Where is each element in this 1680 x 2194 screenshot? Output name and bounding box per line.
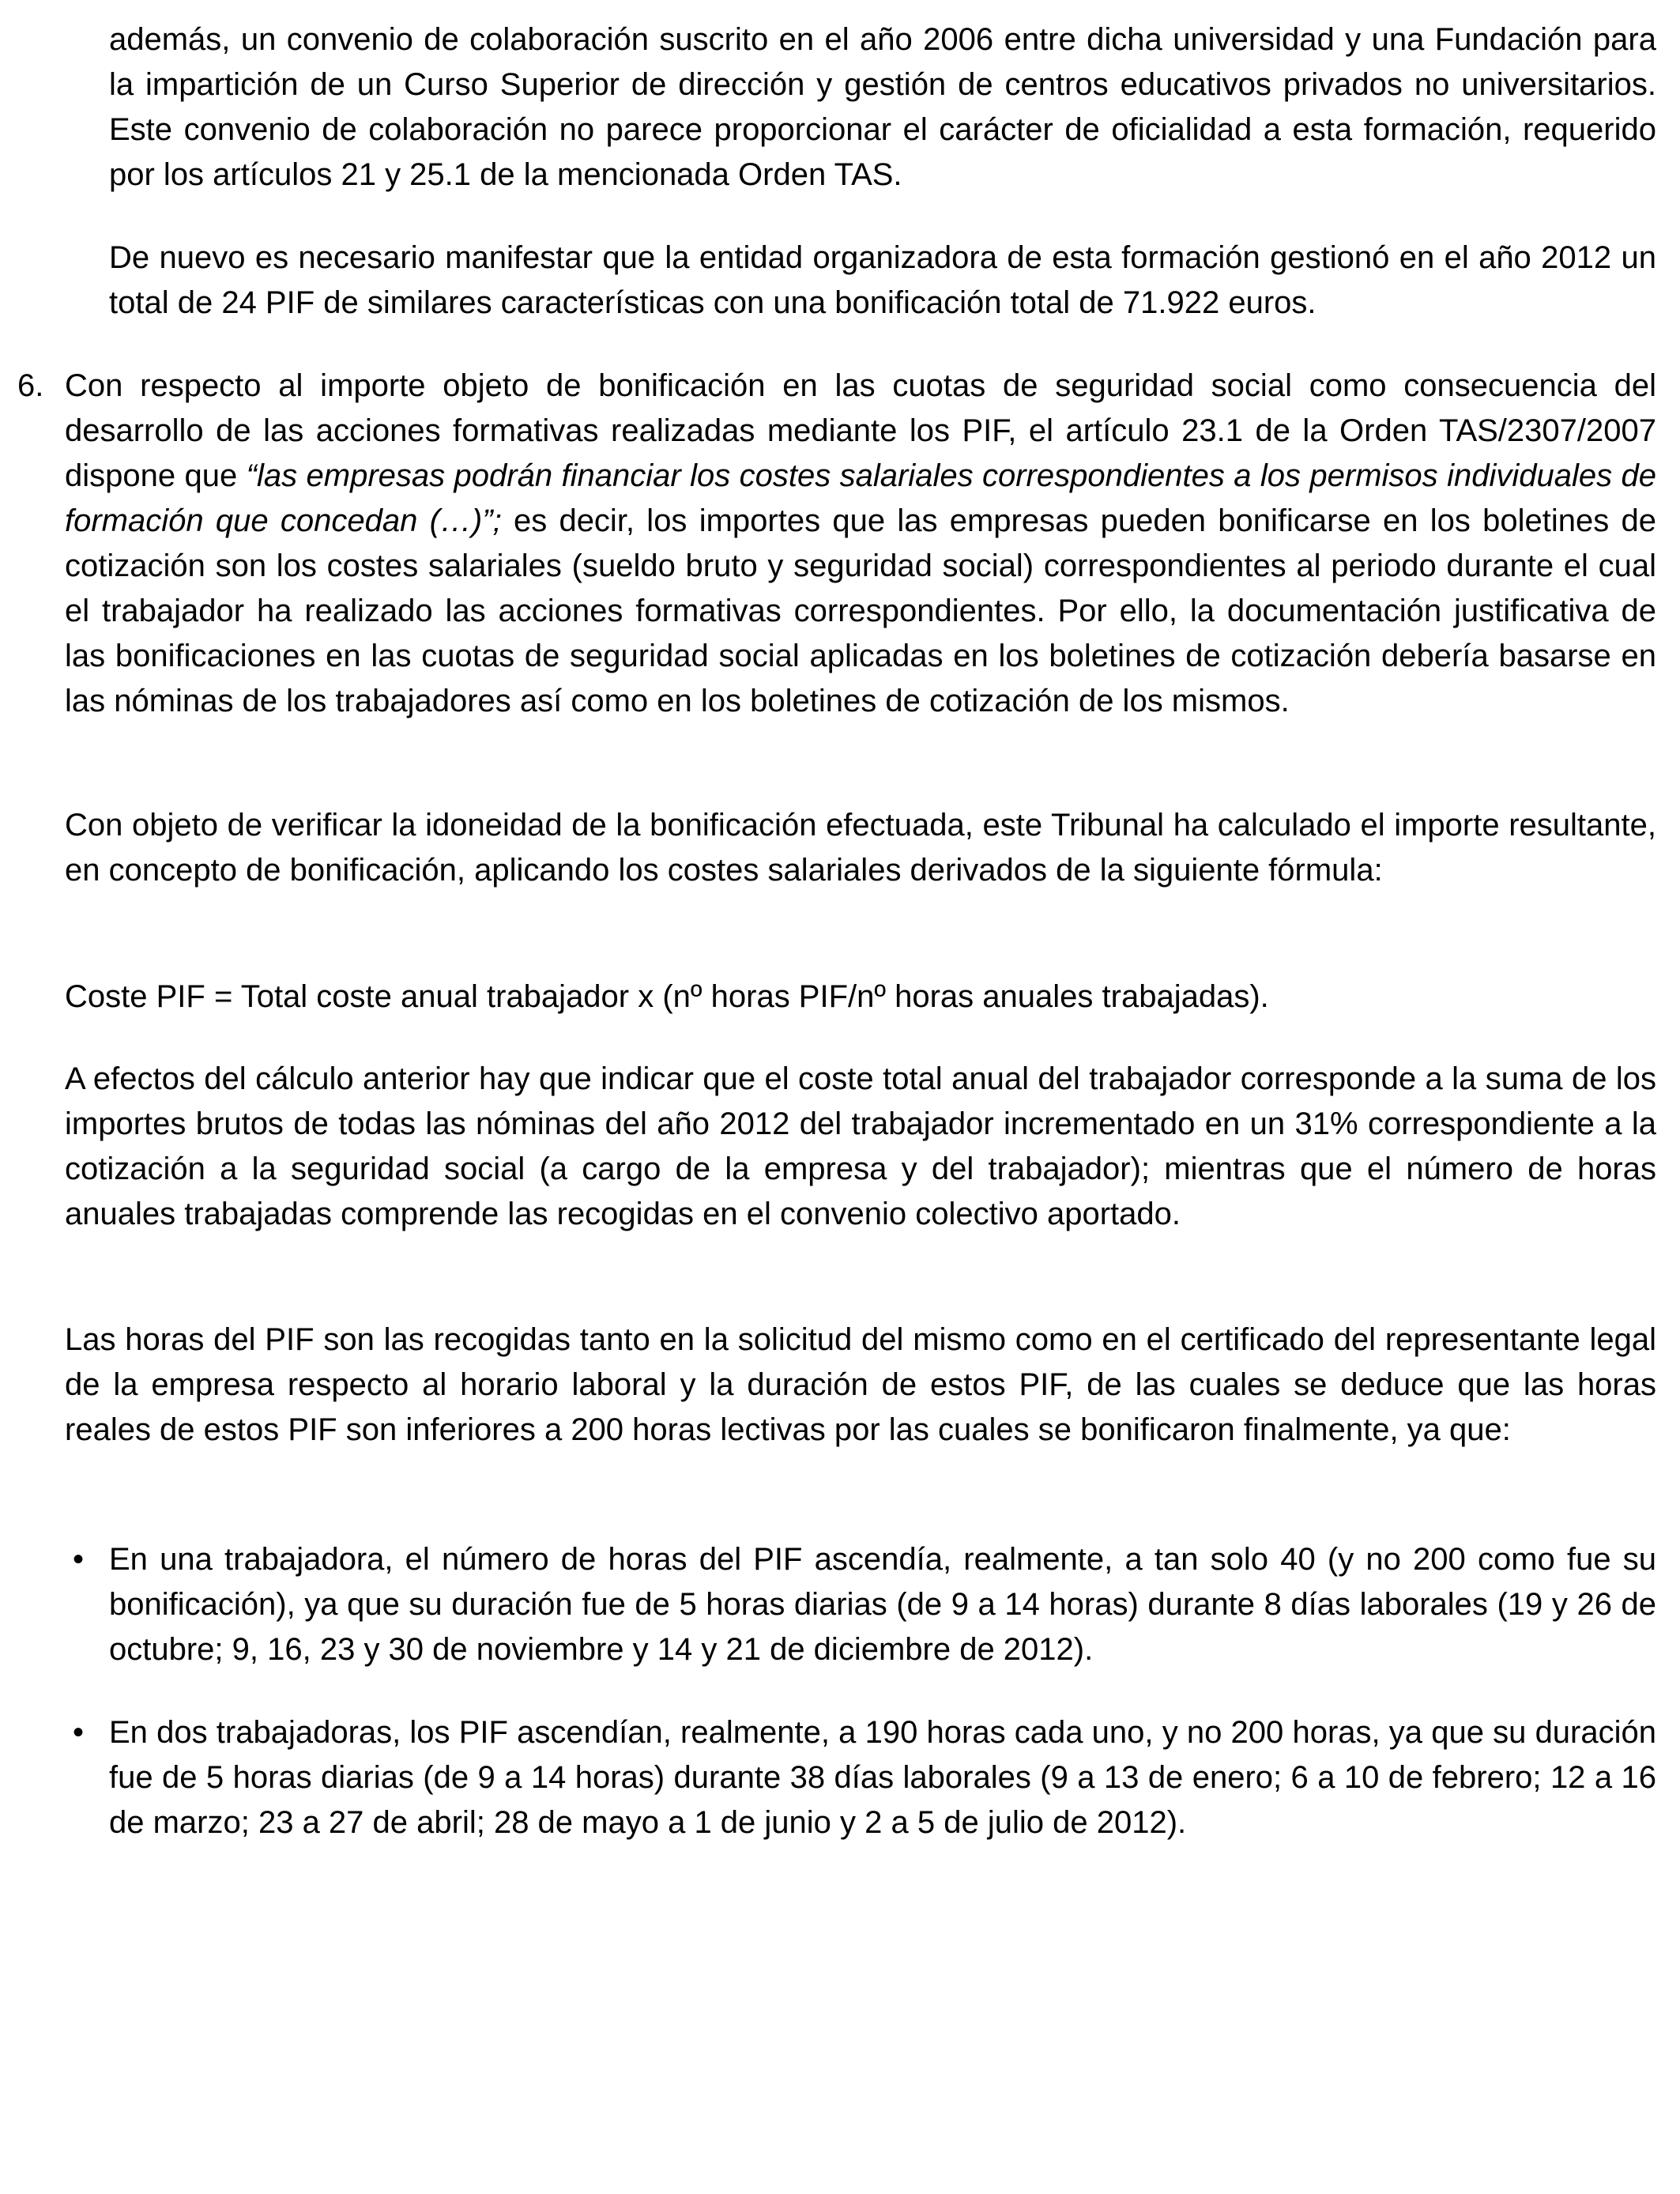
paragraph-convenio: además, un convenio de colaboración suscrito en el año 2006 entre dicha universidad y una Fundación para la impartición de un Curso Superior de dirección y gestión de centros educativos privados no universitarios. Este convenio de colaboración no parece proporcionar el carácter de oficialidad a esta formación, requerido por los artículos 21 y 25.1 de la mencionada Orden TAS.	[109, 22, 1656, 192]
bullet-marker: •	[73, 1715, 85, 1750]
item-6-text-b: es decir, los importes que las empresas pueden bonificarse en los boletines de cotización son los costes salariales (sueldo bruto y seguridad social) correspondientes al periodo durante el cual el trabajador ha realizado las acciones formativas correspondientes. Por ello, la documentación justificativa de las bonificaciones en las cuotas de seguridad social aplicadas en los boletines de cotización debería basarse en las nóminas de los trabajadores así como en los boletines de cotización de los mismos.	[65, 503, 1656, 718]
bullet-item-trabajadora: En una trabajadora, el número de horas del PIF ascendía, realmente, a tan solo 40 (y no 200 como fue su bonificación), ya que su duración fue de 5 horas diarias (de 9 a 14 horas) durante 8 días laborales (19 y 26 de octubre; 9, 16, 23 y 30 de noviembre y 14 y 21 de diciembre de 2012).	[109, 1542, 1656, 1667]
paragraph-entidad-organizadora: De nuevo es necesario manifestar que la entidad organizadora de esta formación gestionó en el año 2012 un total de 24 PIF de similares características con una bonificación total de 71.922 euros.	[109, 240, 1656, 320]
paragraph-item-6	[65, 364, 1656, 724]
formula-coste-pif: Coste PIF = Total coste anual trabajador x (nº horas PIF/nº horas anuales trabajadas).	[65, 979, 1269, 1014]
list-number-6: 6.	[17, 368, 44, 403]
paragraph-verificar: Con objeto de verificar la idoneidad de la bonificación efectuada, este Tribunal ha calculado el importe resultante, en concepto de bonificación, aplicando los costes salariales derivados de la siguiente fórmula:	[65, 808, 1656, 888]
bullet-marker: •	[73, 1542, 85, 1577]
paragraph-coste-total: A efectos del cálculo anterior hay que indicar que el coste total anual del trabajador corresponde a la suma de los importes brutos de todas las nóminas del año 2012 del trabajador incrementado en un 31% correspondiente a la cotización a la seguridad social (a cargo de la empresa y del trabajador); mientras que el número de horas anuales trabajadas comprende las recogidas en el convenio colectivo aportado.	[65, 1061, 1656, 1231]
item-6-text-a: Con respecto al importe objeto de bonificación en las cuotas de seguridad social como consecuencia del desarrollo de las acciones formativas realizadas mediante los PIF, el artículo 23.1 de la Orden TAS/2307/2007 dispone que	[65, 368, 1656, 493]
bullet-item-dos-trabajadoras: En dos trabajadoras, los PIF ascendían, realmente, a 190 horas cada uno, y no 200 horas, ya que su duración fue de 5 horas diarias (de 9 a 14 horas) durante 38 días laborales (9 a 13 de enero; 6 a 10 de febrero; 12 a 16 de marzo; 23 a 27 de abril; 28 de mayo a 1 de junio y 2 a 5 de julio de 2012).	[109, 1715, 1656, 1840]
item-6-quote: “las empresas podrán financiar los costes salariales correspondientes a los permisos individuales de formación que concedan (…)”;	[65, 458, 1656, 538]
paragraph-horas-pif: Las horas del PIF son las recogidas tanto en la solicitud del mismo como en el certificado del representante legal de la empresa respecto al horario laboral y la duración de estos PIF, de las cuales se deduce que las horas reales de estos PIF son inferiores a 200 horas lectivas por las cuales se bonificaron finalmente, ya que:	[65, 1322, 1656, 1447]
